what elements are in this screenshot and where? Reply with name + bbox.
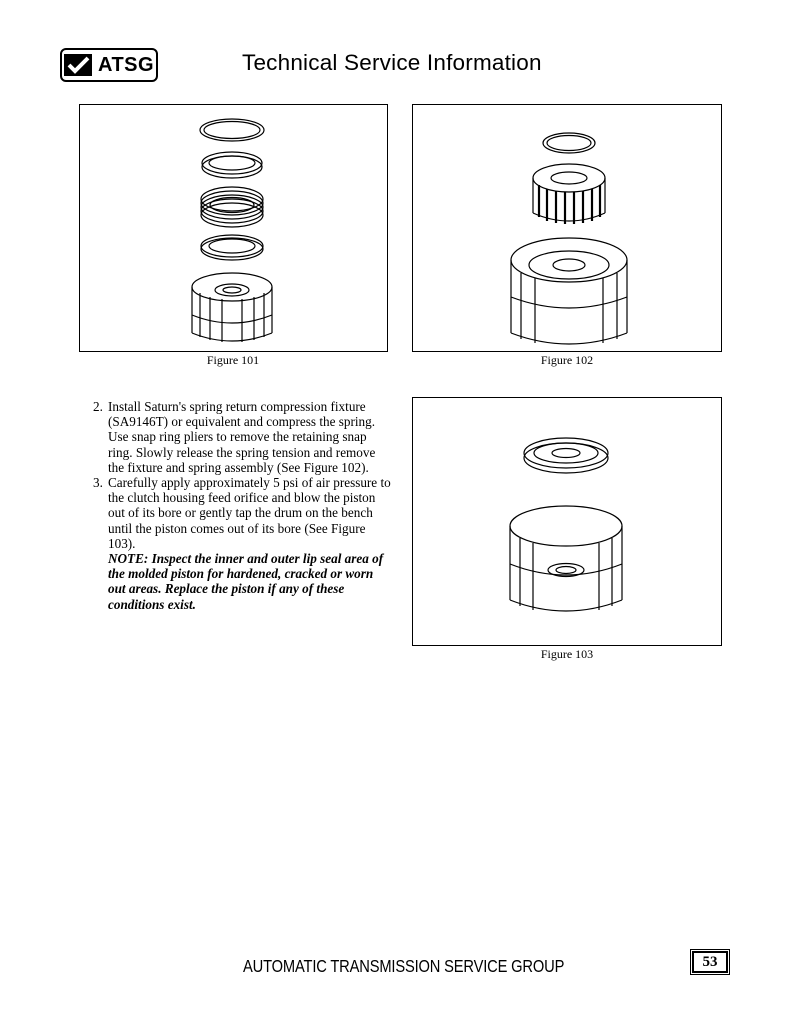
figure-102-caption: Figure 102 [540,353,594,367]
step-text: Carefully apply approximately 5 psi of air pressure to the clutch housing feed orifice and blow the piston out of its bore or gently tap the drum on the bench until the piston comes out of its bore (See Figure 103). [108,475,391,551]
step-3 [93,475,393,551]
step-2 [93,399,393,475]
step-number: 3. [93,475,103,491]
step-text: Install Saturn's spring return compression fixture (SA9146T) or equivalent and compress the spring. Use snap ring pliers to remove the retaining snap ring. Slowly release the spring tension and remove the fixture and spring assembly (See Figure 102). [108,399,376,475]
piston-removal-illustration [413,398,720,644]
figure-103 [412,397,722,646]
page-title: Technical Service Information [242,50,542,75]
atsg-logo [60,48,158,82]
note-text: NOTE: Inspect the inner and outer lip seal area of the molded piston for hardened, cracked or worn out areas. Replace the piston if any of these conditions exist. [108,551,384,612]
spring-assembly-illustration [413,105,720,350]
clutch-pack-exploded-illustration [80,105,386,350]
page-number: 53 [692,951,728,973]
checkmark-icon [62,52,96,78]
procedure-steps [93,399,393,612]
figure-102 [412,104,722,352]
figure-103-caption: Figure 103 [540,647,594,661]
logo-text: ATSG [98,53,155,76]
footer-text: AUTOMATIC TRANSMISSION SERVICE GROUP [243,956,565,976]
figure-101 [79,104,388,352]
figure-101-caption: Figure 101 [206,353,260,367]
step-number: 2. [93,399,103,414]
